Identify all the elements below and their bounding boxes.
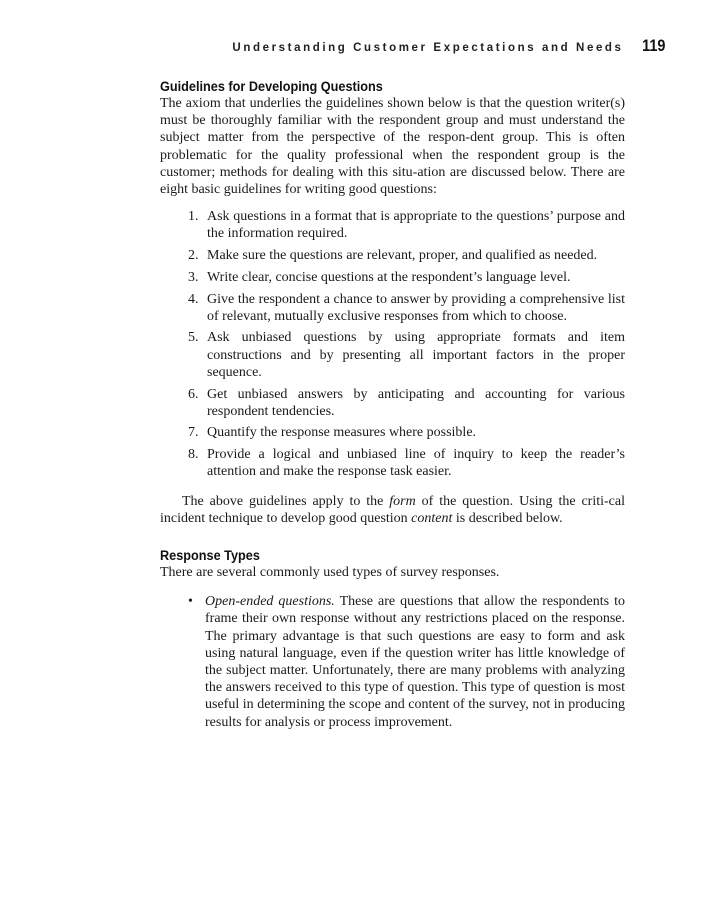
- guideline-number: 7.: [188, 425, 199, 441]
- guideline-number: 5.: [188, 330, 199, 346]
- book-page: [160, 36, 665, 731]
- guideline-text: Write clear, concise questions at the respondent’s language level.: [207, 269, 571, 285]
- guideline-number: 1.: [188, 209, 199, 225]
- guideline-text: Provide a logical and unbiased line of inquiry to keep the reader’s attention and make the response task easier.: [207, 447, 625, 480]
- guideline-number: 3.: [188, 269, 199, 285]
- guidelines-list: [160, 208, 625, 480]
- intro-line: The axiom that underlies the guidelines shown below is that the question: [160, 96, 577, 111]
- follow-emphasis-form: form: [389, 493, 416, 509]
- intro-line: the respondent group is the customer; methods for dealing with this situ-: [160, 147, 625, 180]
- follow-text: of the question. Using the criti-cal incident technique to develop good question: [160, 493, 625, 526]
- guideline-text: Give the respondent a chance to answer by providing a comprehensive list of relevant, mutually exclusive responses from which to choose.: [207, 291, 625, 324]
- response-types-intro: There are several commonly used types of survey responses.: [160, 564, 500, 580]
- guideline-text: Ask questions in a format that is appropriate to the questions’ purpose and the information required.: [207, 209, 625, 242]
- response-type-text: These are questions that allow the respondents to frame their own response without any restrictions placed on the response. The primary advantage is that such questions are easy to form and ask using natural language, even if the question writer has little knowledge of the subject matter. Unfortunately, there are many problems with analyzing the answers received to this type of question. This type of question is most useful in determining the scope and content of the survey, not in producing results for analysis or process improvement.: [205, 594, 625, 730]
- page-number: 119: [641, 36, 665, 55]
- bullet-icon: •: [188, 594, 193, 610]
- intro-line: writer(s) must be thoroughly familiar with the respondent group and: [160, 96, 625, 129]
- guideline-item: [188, 446, 625, 480]
- guideline-item: [188, 329, 625, 381]
- guideline-item: [188, 291, 625, 325]
- guideline-item: [188, 424, 625, 441]
- guideline-text: Ask unbiased questions by using appropriate formats and item constructions and by presenting all important factors in the proper sequence.: [207, 330, 625, 380]
- guideline-number: 8.: [188, 447, 199, 463]
- running-header: [160, 36, 665, 58]
- follow-text: The above guidelines apply to the: [182, 493, 390, 509]
- section-heading-response-types: Response Types: [160, 547, 260, 563]
- follow-emphasis-content: content: [411, 510, 453, 526]
- guideline-number: 4.: [188, 291, 199, 307]
- intro-line: must understand the subject matter from the perspective of the respon-: [160, 113, 625, 146]
- guideline-item: [188, 269, 625, 286]
- guideline-text: Make sure the questions are relevant, proper, and qualified as needed.: [207, 248, 598, 264]
- intro-line: ation are discussed below. There are eight basic guidelines for writing: [160, 164, 625, 198]
- guidelines-follow-paragraph: [160, 493, 625, 527]
- response-type-term: Open-ended questions.: [205, 594, 335, 610]
- guideline-item: [188, 386, 625, 420]
- intro-line: dent group. This is often problematic for the quality professional when: [160, 130, 625, 163]
- guideline-text: Get unbiased answers by anticipating and accounting for various respondent tendencies.: [207, 386, 625, 419]
- section-heading-guidelines: Guidelines for Developing Questions: [160, 79, 383, 94]
- follow-text: is described below.: [452, 510, 563, 526]
- guideline-number: 6.: [188, 386, 199, 402]
- intro-line: good questions:: [348, 182, 437, 198]
- response-type-item: [188, 593, 625, 731]
- guideline-item: [188, 208, 625, 242]
- guideline-number: 2.: [188, 248, 199, 264]
- guideline-item: [188, 247, 625, 264]
- guideline-text: Quantify the response measures where possible.: [207, 425, 477, 441]
- response-types-list: [160, 593, 625, 731]
- running-title: Understanding Customer Expectations and Needs: [232, 42, 624, 54]
- guidelines-intro-paragraph: [160, 95, 625, 198]
